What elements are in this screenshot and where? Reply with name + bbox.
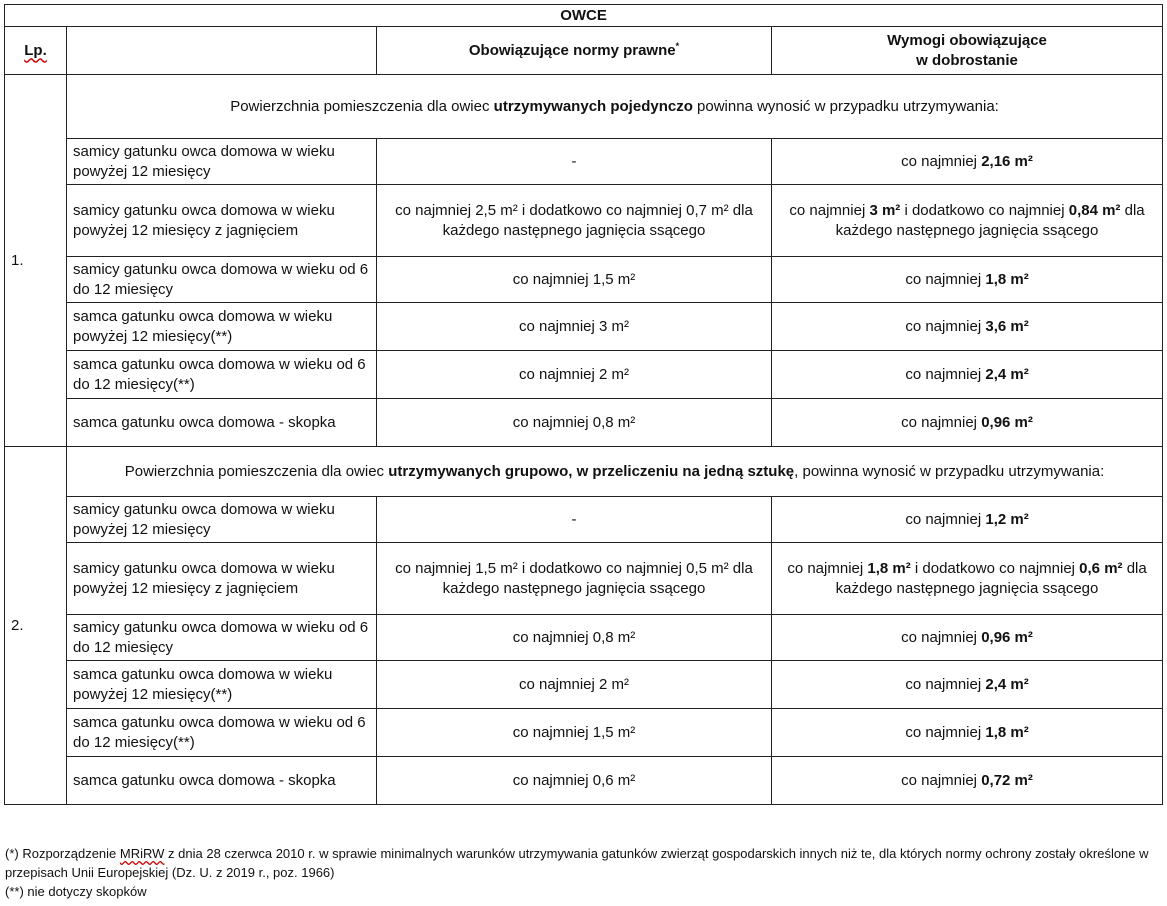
welfare-text: co najmniej [905, 270, 986, 288]
welfare-value: 2,4 m² [985, 675, 1029, 693]
welfare-text: i dodatkowo co najmniej [910, 559, 1080, 577]
table-row [5, 351, 1163, 399]
section-heading-text: powinna wynosić w przypadku utrzymywania: [692, 97, 999, 115]
ministry-abbreviation: MRiRW [119, 846, 165, 861]
welfare-text: co najmniej [905, 365, 986, 383]
legal-norm: co najmniej 2,5 m² i dodatkowo co najmniej 0,7 m² dla każdego następnego jagnięcia ssącego [377, 185, 772, 257]
table-title: OWCE [5, 5, 1163, 27]
section-heading-text: Powierzchnia pomieszczenia dla owiec [230, 97, 494, 115]
section-number: 2. [5, 447, 67, 805]
welfare-text: co najmniej [901, 152, 982, 170]
section-heading-bold: utrzymywanych grupowo, w przeliczeniu na jedną sztukę [388, 462, 795, 480]
welfare-text: co najmniej [905, 317, 986, 335]
welfare-text: co najmniej [901, 628, 982, 646]
section-heading [67, 75, 1163, 139]
animal-category: samicy gatunku owca domowa w wieku powyżej 12 miesięcy z jagnięciem [67, 185, 377, 257]
welfare-text: dla każdego następnego jagnięcia ssącego [835, 201, 1145, 239]
table-row [5, 757, 1163, 805]
welfare-requirement [772, 303, 1163, 351]
welfare-requirement [772, 615, 1163, 661]
welfare-value: 3,6 m² [985, 317, 1029, 335]
legal-norm: co najmniej 0,8 m² [377, 399, 772, 447]
welfare-value: 1,8 m² [985, 723, 1029, 741]
welfare-value: 2,4 m² [985, 365, 1029, 383]
table-row [5, 615, 1163, 661]
footnote-mark: * [675, 40, 680, 51]
welfare-value: 0,72 m² [981, 771, 1033, 789]
welfare-text: dla każdego następnego jagnięcia ssącego [835, 559, 1147, 597]
animal-category: samicy gatunku owca domowa w wieku powyżej 12 miesięcy [67, 497, 377, 543]
animal-category: samca gatunku owca domowa w wieku od 6 do 12 miesięcy(**) [67, 351, 377, 399]
animal-category: samca gatunku owca domowa w wieku powyżej 12 miesięcy(**) [67, 661, 377, 709]
legal-norm: co najmniej 2 m² [377, 661, 772, 709]
lp-header [5, 27, 67, 75]
section-heading-text: Powierzchnia pomieszczenia dla owiec [124, 462, 389, 480]
welfare-text: co najmniej [905, 510, 986, 528]
welfare-text: co najmniej [789, 201, 870, 219]
table-row [5, 543, 1163, 615]
footnote-1 [5, 844, 1163, 882]
welfare-requirement [772, 185, 1163, 257]
legal-norm: - [377, 139, 772, 185]
welfare-text: co najmniej [905, 675, 986, 693]
table-row [5, 399, 1163, 447]
section-heading [67, 447, 1163, 497]
legal-norm: co najmniej 2 m² [377, 351, 772, 399]
welfare-text: co najmniej [901, 771, 982, 789]
table-row [5, 661, 1163, 709]
legal-norm: co najmniej 0,6 m² [377, 757, 772, 805]
section-heading-text: , powinna wynosić w przypadku utrzymywania: [794, 462, 1105, 480]
welfare-text: co najmniej [787, 559, 868, 577]
welfare-text: co najmniej [901, 413, 982, 431]
legal-norm: co najmniej 3 m² [377, 303, 772, 351]
welfare-value: 3 m² [869, 201, 901, 219]
welfare-value: 2,16 m² [981, 152, 1033, 170]
legal-norm: co najmniej 1,5 m² [377, 257, 772, 303]
lp-header-text: Lp. [24, 41, 47, 59]
welfare-requirements-header [772, 27, 1163, 75]
welfare-value: 0,96 m² [981, 628, 1033, 646]
table-row [5, 185, 1163, 257]
welfare-header-line2: w dobrostanie [916, 51, 1018, 69]
welfare-value: 0,84 m² [1068, 201, 1121, 219]
table-row [5, 257, 1163, 303]
footnote-text: z dnia 28 czerwca 2010 r. w sprawie minimalnych warunków utrzymywania gatunków zwierząt gospodarskich innych niż te, dla których normy ochrony zostały określone w przepisach Unii Europejskiej (Dz. U. z 2019 r., poz. 1966) [5, 846, 1149, 880]
footnotes [5, 844, 1163, 901]
welfare-requirement [772, 399, 1163, 447]
legal-norm: co najmniej 0,8 m² [377, 615, 772, 661]
welfare-requirement [772, 661, 1163, 709]
welfare-value: 0,96 m² [981, 413, 1033, 431]
animal-category: samicy gatunku owca domowa w wieku od 6 do 12 miesięcy [67, 257, 377, 303]
table-row [5, 303, 1163, 351]
table-row [5, 139, 1163, 185]
welfare-value: 0,6 m² [1079, 559, 1123, 577]
welfare-text: i dodatkowo co najmniej [900, 201, 1069, 219]
table-row [5, 497, 1163, 543]
sheep-space-requirements-table [4, 4, 1163, 805]
footnote-2: (**) nie dotyczy skopków [5, 884, 147, 899]
animal-category: samca gatunku owca domowa - skopka [67, 757, 377, 805]
legal-norms-header [377, 27, 772, 75]
welfare-requirement [772, 257, 1163, 303]
animal-category: samicy gatunku owca domowa w wieku powyżej 12 miesięcy [67, 139, 377, 185]
legal-norm: - [377, 497, 772, 543]
welfare-requirement [772, 709, 1163, 757]
welfare-requirement [772, 497, 1163, 543]
animal-category: samicy gatunku owca domowa w wieku powyżej 12 miesięcy z jagnięciem [67, 543, 377, 615]
welfare-requirement [772, 543, 1163, 615]
welfare-requirement [772, 139, 1163, 185]
table-row [5, 709, 1163, 757]
footnote-text: (*) Rozporządzenie [5, 846, 120, 861]
animal-category: samca gatunku owca domowa - skopka [67, 399, 377, 447]
section-number: 1. [5, 75, 67, 447]
welfare-value: 1,8 m² [985, 270, 1029, 288]
animal-category: samicy gatunku owca domowa w wieku od 6 do 12 miesięcy [67, 615, 377, 661]
legal-norms-header-text: Obowiązujące normy prawne [468, 41, 676, 59]
legal-norm: co najmniej 1,5 m² [377, 709, 772, 757]
animal-category: samca gatunku owca domowa w wieku powyżej 12 miesięcy(**) [67, 303, 377, 351]
welfare-requirement [772, 351, 1163, 399]
welfare-text: co najmniej [905, 723, 986, 741]
legal-norm: co najmniej 1,5 m² i dodatkowo co najmniej 0,5 m² dla każdego następnego jagnięcia ssącego [377, 543, 772, 615]
animal-category: samca gatunku owca domowa w wieku od 6 do 12 miesięcy(**) [67, 709, 377, 757]
welfare-value: 1,2 m² [985, 510, 1029, 528]
welfare-header-line1: Wymogi obowiązujące [887, 31, 1047, 49]
welfare-value: 1,8 m² [867, 559, 911, 577]
welfare-requirement [772, 757, 1163, 805]
section-heading-bold: utrzymywanych pojedynczo [493, 97, 693, 115]
category-header [67, 27, 377, 75]
